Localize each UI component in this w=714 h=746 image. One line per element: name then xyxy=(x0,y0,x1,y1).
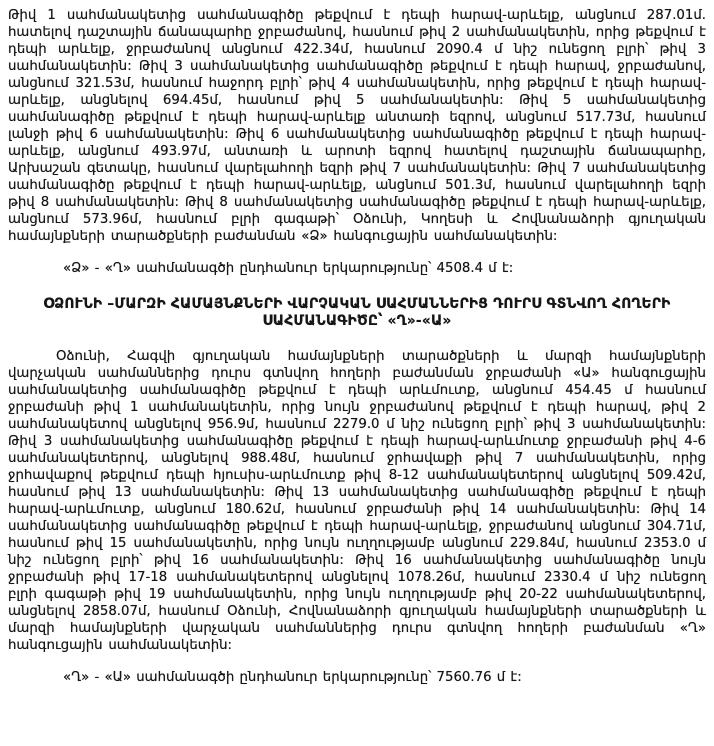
segment-total-length-dza-gh: «Ձ» - «Ղ» սահմանագծի ընդհանուր երկարությունը՝ 4508.4 մ է: xyxy=(63,261,514,276)
segment-total-length-gh-a: «Ղ» - «Ա» սահմանագծի ընդհանուր երկարությունը՝ 7560.76 մ է: xyxy=(63,670,522,685)
section-heading-gh-a: ՕՁՈՒՆԻ –ՄԱՐԶԻ ՀԱՄԱՅՆՔՆԵՐԻ ՎԱՐՉԱԿԱՆ ՍԱՀՄԱՆՆԵՐԻՑ ԴՈՒՐՍ ԳՏՆՎՈՂ ՀՈՂԵՐԻ ՍԱՀՄԱՆԱԳԻԾԸ՝ «Ղ»-«Ա» xyxy=(43,296,671,329)
boundary-description-paragraph-gh-a: Օձունի, Հագվի գյուղական համայնքների տարածքների և մարզի համայնքների վարչական սահմաններից դուրս գտնվող հողերի բաժանման ջրբաժանի «Ա» հանգուցային սահմանակետից սահմանագիծը թեքվում է դեպի արևմուտք, անցնում 454.45 մ հասնում ջրբաժանի թիվ 1 սահմանակետին, որից նույն ջրբաժանով թեքվում է դեպի հարավ, թիվ 2 սահմանակետով անցնելով 956.9մ, հասնում 2279.0 մ նիշ ունեցող բլրի՝ թիվ 3 սահմանակետին: Թիվ 3 սահմանակետից սահմանագիծը թեքվում է դեպի հարավ-արևմուտք ջրբաժանի թիվ 4-6 սահմանակետերով, անցնելով 988.48մ, հասնում ջրհավաքի թիվ 7 սահմանակետին, որից ջրհավաքով թեքվում դեպի հյուսիս-արևմուտք թիվ 8-12 սահմանակետերով անցնելով 509.42մ, հասնում թիվ 13 սահմանակետին: Թիվ 13 սահմանակետից սահմանագիծը թեքվում է դեպի հարավ-արևմուտք, անցնում 180.62մ, հասնում ջրբաժանի թիվ 14 սահմանակետին: Թիվ 14 սահմանակետից սահմանագիծը թեքվում է դեպի հարավ-արևելք, ջրբաժանով անցնում 304.71մ, հասնում թիվ 15 սահմանակետին, որից նույն ուղղությամբ անցնում 229.84մ, հասնում 2353.0 մ նիշ ունեցող բլրի՝ թիվ 16 սահմանակետին: Թիվ 16 սահմանակետից սահմանագիծը նույն ջրբաժանի թիվ 17-18 սահմանակետերով անցնելով 1078.26մ, հասնում 2330.4 մ նիշ ունեցող բլրի գագաթի թիվ 19 սահմանակետին, որից նույն ուղղությամբ թիվ 20-22 սահմանակետերով, անցնելով 2858.07մ, հասնում Օձունի, Հովնանաձորի գյուղական համայնքների տարածքների և մարզի համայնքների վարչական սահմաններից դուրս գտնվող հողերի բաժանման «Ղ» հանգուցային սահմանակետին: xyxy=(8,349,706,653)
boundary-description-paragraph-dza-gh: Թիվ 1 սահմանակետից սահմանագիծը թեքվում է դեպի հարավ-արևելք, անցնում 287.01մ. հատելով դաշտային ճանապարհը ջրբաժանով, հասնում թիվ 2 սահմանակետին, որից թեքվում է դեպի արևելք, ջրբաժանով անցնում 422.34մ, հասնում 2090.4 մ նիշ ունեցող բլրի՝ թիվ 3 սահմանակետին: Թիվ 3 սահմանակետից սահմանագիծը թեքվում է դեպի հարավ, ջրբաժանով, անցնում 321.53մ, հասնում հաջորդ բլրի՝ թիվ 4 սահմանակետին, որից թեքվում է դեպի հարավ-արևելք, անցնելով 694.45մ, հասնում թիվ 5 սահմանակետին: Թիվ 5 սահմանակետից սահմանագիծը թեքվում է դեպի հարավ-արևելք անտառի եզրով, անցնում 517.73մ, հասնում լանջի թիվ 6 սահմանակետին: Թիվ 6 սահմանակետից սահմանագիծը թեքվում է դեպի հարավ-արևելք, անցնում 493.97մ, անտառի և արոտի եզրով հատելով դաշտային ճանապարհը, Արխաշան գետակը, հասնում վարելահողի եզրի թիվ 7 սահմանակետին: Թիվ 7 սահմանակետից սահմանագիծը թեքվում է դեպի հարավ-արևելք, անցնում 501.3մ, հասնում վարելահողի եզրի թիվ 8 սահմանակետին: Թիվ 8 սահմանակետից սահմանագիծը թեքվում է դեպի հարավ-արևելք, անցնում 573.96մ, հասնում բլրի գագաթի՝ Օձունի, Կողեսի և Հովնանաձորի գյուղական համայնքների տարածքների բաժանման «Ձ» հանգուցային սահմանակետին: xyxy=(8,8,706,244)
